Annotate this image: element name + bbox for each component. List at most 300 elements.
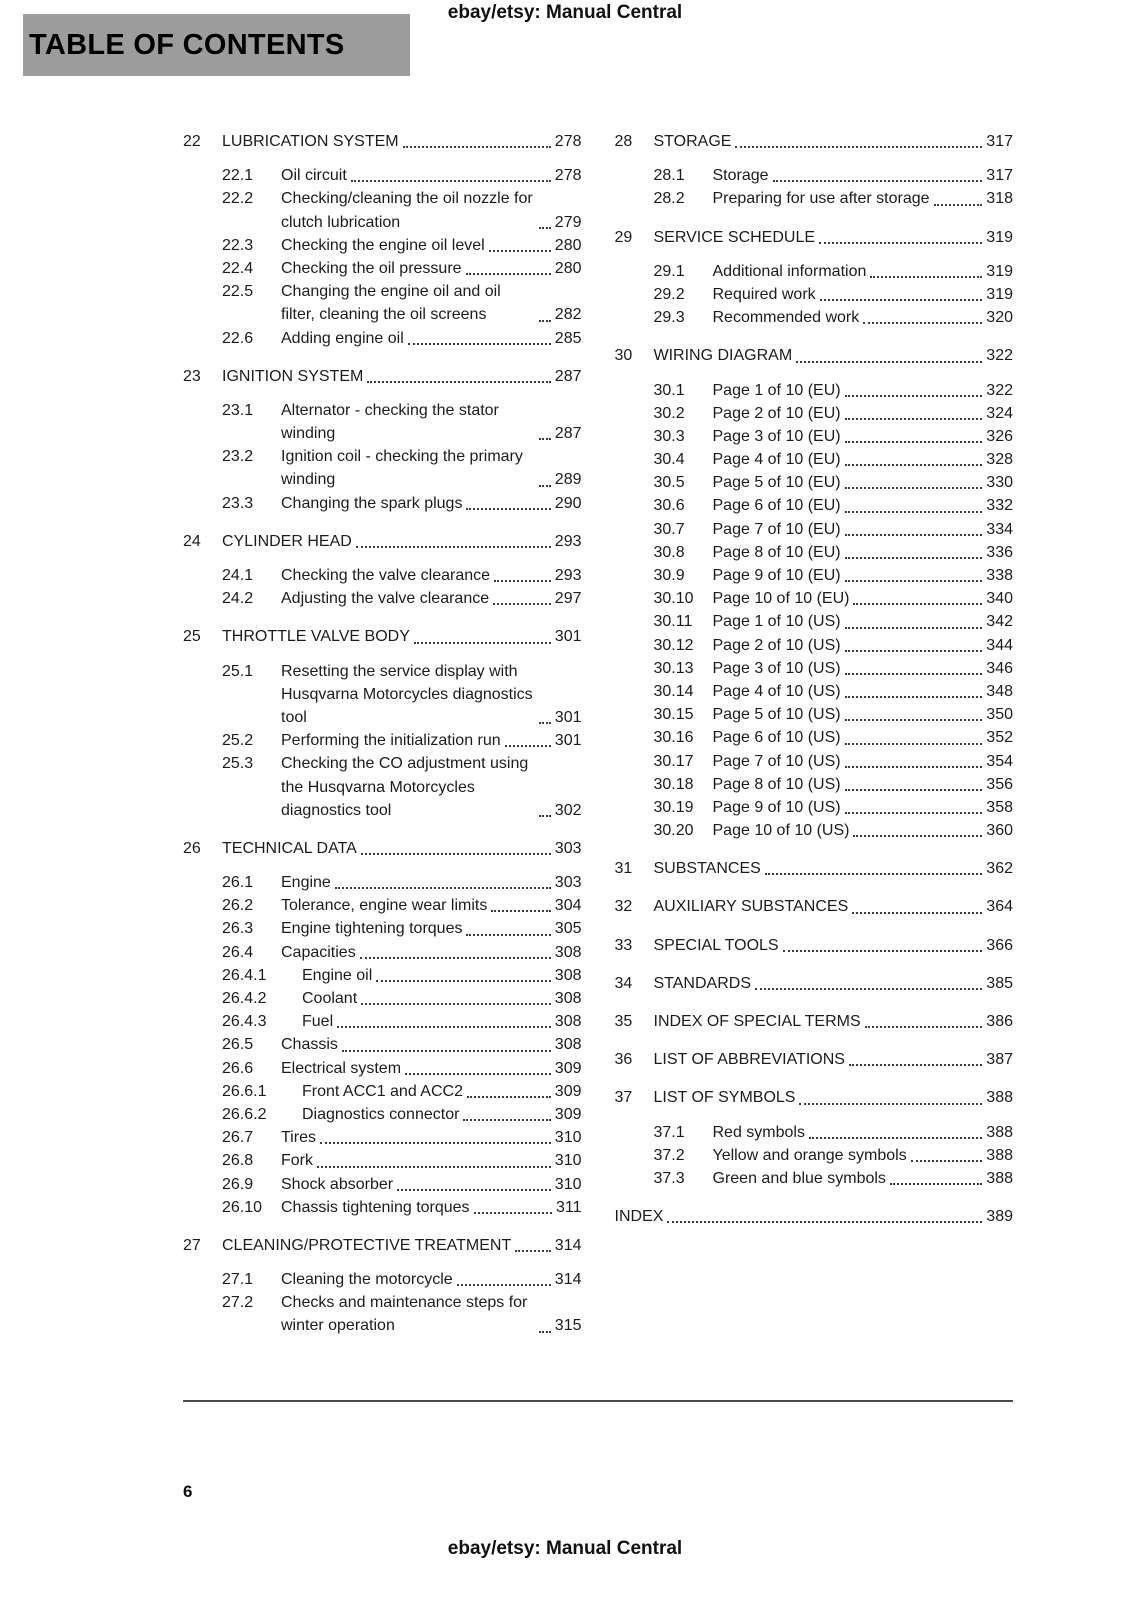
toc-entry-page: 386: [986, 1013, 1013, 1030]
toc-entry-number: 31: [614, 860, 633, 878]
toc-entry-number: 30.2: [653, 404, 685, 422]
toc-entry-title: Oil circuit: [281, 167, 347, 185]
toc-entry-page: 309: [554, 1059, 582, 1077]
toc-entry-title: Chassis tightening torques: [281, 1198, 470, 1216]
toc-entry-number: 34: [614, 974, 633, 992]
toc-sub-entry[interactable]: [183, 1291, 582, 1337]
toc-entry-number: 26.2: [222, 897, 254, 915]
toc-leader-dots: [845, 743, 983, 745]
toc-entry-title: STORAGE: [653, 133, 732, 150]
toc-sub-entry[interactable]: [183, 445, 582, 491]
toc-sub-entry[interactable]: [183, 399, 582, 445]
toc-entry-title: Recommended work: [712, 309, 860, 327]
toc-sub-entry[interactable]: [183, 1126, 582, 1149]
toc-chapter-entry[interactable]: [615, 857, 1014, 880]
toc-entry-page: 388: [986, 1169, 1013, 1187]
toc-sub-entry[interactable]: [183, 1010, 582, 1033]
toc-leader-dots: [865, 1026, 983, 1028]
toc-leader-dots: [457, 1284, 551, 1286]
toc-entry-number: 23.1: [222, 401, 254, 419]
toc-chapter-entry[interactable]: [615, 1086, 1014, 1109]
toc-chapter-entry[interactable]: [615, 1205, 1014, 1228]
toc-sub-entry[interactable]: [183, 327, 582, 350]
toc-leader-dots: [667, 1221, 982, 1223]
toc-entry-title: Checking the engine oil level: [281, 236, 485, 254]
toc-entry-number: 26.6.2: [222, 1105, 267, 1123]
toc-entry-title: Page 3 of 10 (EU): [712, 427, 841, 445]
footer-watermark: ebay/etsy: Manual Central: [447, 1538, 683, 1559]
toc-entry-number: 24: [183, 532, 201, 550]
toc-sub-entry[interactable]: [615, 541, 1014, 564]
toc-leader-dots: [845, 627, 983, 629]
toc-leader-dots: [320, 1142, 551, 1144]
toc-leader-dots: [539, 227, 551, 229]
toc-leader-dots: [845, 696, 983, 698]
toc-entry-page: 336: [986, 543, 1013, 561]
toc-entry-number: 35: [614, 1013, 633, 1030]
toc-entry-number: 24.2: [222, 590, 254, 608]
toc-sub-entry[interactable]: [615, 773, 1014, 796]
toc-leader-dots: [809, 1137, 982, 1139]
toc-leader-dots: [799, 1103, 982, 1105]
toc-entry-number: 30.19: [653, 798, 694, 816]
toc-chapter-entry[interactable]: [615, 895, 1014, 918]
toc-entry-title: Page 2 of 10 (EU): [712, 404, 841, 422]
toc-sub-entry[interactable]: [183, 752, 582, 822]
toc-entry-number: 30.14: [653, 682, 694, 700]
toc-entry-title: Resetting the service display with Husqvarna Motorcycles diagnostics tool: [281, 662, 533, 726]
page-number: 6: [183, 1482, 193, 1501]
toc-entry-number: 30.3: [653, 427, 685, 445]
toc-leader-dots: [845, 580, 983, 582]
toc-entry-page: 310: [554, 1152, 582, 1170]
toc-entry-page: 350: [986, 706, 1013, 724]
toc-leader-dots: [403, 146, 551, 148]
toc-entry-page: 279: [554, 213, 582, 231]
toc-sub-entry[interactable]: [615, 796, 1014, 819]
toc-entry-page: 282: [554, 306, 582, 324]
toc-sub-entry[interactable]: [615, 260, 1014, 283]
toc-entry-number: 30.12: [653, 636, 694, 654]
toc-entry-title: CLEANING/PROTECTIVE TREATMENT: [222, 1236, 512, 1254]
toc-entry-title: LUBRICATION SYSTEM: [222, 133, 399, 150]
toc-entry-number: 30.1: [653, 381, 685, 399]
toc-entry-title: Shock absorber: [281, 1175, 394, 1193]
toc-leader-dots: [845, 719, 983, 721]
toc-leader-dots: [505, 745, 551, 747]
toc-sub-entry[interactable]: [183, 492, 582, 515]
toc-sub-entry[interactable]: [615, 1144, 1014, 1167]
toc-entry-number: 37.2: [653, 1146, 685, 1164]
toc-entry-page: 302: [554, 801, 582, 819]
toc-entry-title: THROTTLE VALVE BODY: [222, 628, 410, 646]
toc-entry-page: 322: [986, 347, 1013, 365]
toc-entry-page: 319: [986, 285, 1013, 303]
toc-sub-entry[interactable]: [183, 187, 582, 233]
toc-entry-number: 33: [614, 936, 633, 954]
toc-leader-dots: [773, 180, 983, 182]
toc-sub-entry[interactable]: [615, 283, 1014, 306]
toc-sub-entry[interactable]: [615, 1121, 1014, 1144]
toc-entry-page: 303: [554, 839, 582, 857]
toc-leader-dots: [466, 934, 550, 936]
toc-entry-page: 346: [986, 659, 1013, 677]
toc-entry-page: 308: [554, 1036, 582, 1054]
toc-sub-entry[interactable]: [183, 1057, 582, 1080]
toc-leader-dots: [863, 322, 982, 324]
toc-sub-entry[interactable]: [615, 634, 1014, 657]
toc-sub-entry[interactable]: [615, 448, 1014, 471]
toc-leader-dots: [853, 835, 982, 837]
toc-entry-page: 348: [986, 682, 1013, 700]
toc-entry-page: 309: [554, 1105, 582, 1123]
toc-entry-title: Adding engine oil: [281, 329, 404, 347]
toc-sub-entry[interactable]: [183, 257, 582, 280]
toc-leader-dots: [819, 242, 982, 244]
toc-chapter-entry[interactable]: [183, 130, 582, 153]
toc-entry-number: 30.10: [653, 590, 694, 608]
toc-leader-dots: [820, 299, 983, 301]
toc-leader-dots: [934, 204, 983, 206]
toc-leader-dots: [845, 812, 983, 814]
toc-chapter-entry[interactable]: [615, 934, 1014, 957]
toc-leader-dots: [845, 789, 983, 791]
toc-entry-number: 29.1: [653, 262, 685, 280]
toc-entry-title: Page 10 of 10 (EU): [712, 590, 850, 608]
toc-sub-entry[interactable]: [183, 280, 582, 326]
toc-entry-number: 26.4.1: [222, 966, 267, 984]
toc-entry-title: Page 5 of 10 (US): [712, 706, 841, 724]
toc-chapter-entry[interactable]: [615, 344, 1014, 367]
toc-entry-title: INDEX: [614, 1208, 664, 1226]
toc-entry-number: 23.2: [222, 448, 254, 466]
toc-entry-page: 289: [554, 471, 582, 489]
toc-leader-dots: [360, 957, 551, 959]
toc-leader-dots: [539, 722, 551, 724]
toc-entry-number: 30: [614, 347, 633, 365]
toc-entry-title: Checking/cleaning the oil nozzle for clutch lubrication: [281, 190, 533, 231]
toc-entry-page: 314: [554, 1236, 582, 1254]
toc-sub-entry[interactable]: [183, 941, 582, 964]
toc-entry-page: 287: [554, 367, 582, 385]
toc-entry-number: 30.11: [653, 613, 693, 631]
toc-chapter-entry[interactable]: [183, 530, 582, 553]
toc-chapter-entry[interactable]: [615, 1048, 1014, 1071]
toc-entry-number: 26.8: [222, 1152, 254, 1170]
toc-entry-title: Page 9 of 10 (EU): [712, 567, 841, 584]
toc-leader-dots: [397, 1189, 551, 1191]
toc-entry-page: 308: [554, 966, 582, 984]
toc-entry-number: 22.5: [222, 283, 254, 301]
toc-entry-title: Yellow and orange symbols: [712, 1146, 907, 1164]
toc-sub-entry[interactable]: [615, 703, 1014, 726]
toc-sub-entry[interactable]: [183, 987, 582, 1010]
page-title-box: [23, 14, 410, 76]
toc-entry-number: 23: [183, 367, 201, 385]
toc-leader-dots: [845, 441, 983, 443]
toc-entry-page: 317: [986, 133, 1013, 150]
toc-entry-number: 26.7: [222, 1129, 254, 1147]
toc-leader-dots: [845, 487, 983, 489]
toc-sub-entry[interactable]: [615, 425, 1014, 448]
toc-sub-entry[interactable]: [183, 917, 582, 940]
toc-entry-page: 301: [554, 732, 582, 750]
toc-sub-entry[interactable]: [183, 1268, 582, 1291]
toc-entry-title: Page 6 of 10 (US): [712, 729, 841, 747]
toc-entry-number: 25.2: [222, 732, 254, 750]
toc-leader-dots: [539, 485, 551, 487]
toc-leader-dots: [852, 912, 982, 914]
toc-chapter-entry[interactable]: [183, 837, 582, 860]
toc-entry-title: Red symbols: [712, 1123, 805, 1141]
toc-entry-page: 310: [554, 1175, 582, 1193]
toc-sub-entry[interactable]: [615, 587, 1014, 610]
toc-entry-number: 26.5: [222, 1036, 254, 1054]
toc-entry-page: 303: [554, 874, 582, 892]
toc-entry-number: 22.2: [222, 190, 254, 208]
toc-entry-page: 278: [554, 167, 582, 185]
toc-leader-dots: [317, 1166, 551, 1168]
toc-leader-dots: [845, 650, 983, 652]
toc-entry-title: Page 10 of 10 (US): [712, 822, 850, 840]
toc-sub-entry[interactable]: [183, 234, 582, 257]
toc-sub-entry[interactable]: [615, 494, 1014, 517]
toc-leader-dots: [849, 1064, 982, 1066]
toc-entry-title: Adjusting the valve clearance: [281, 590, 490, 608]
toc-entry-title: Page 1 of 10 (US): [712, 613, 841, 631]
toc-entry-number: 27.1: [222, 1271, 254, 1289]
toc-entry-title: Required work: [712, 285, 816, 303]
toc-entry-title: Additional information: [712, 262, 867, 280]
toc-entry-number: 29: [614, 228, 633, 246]
toc-entry-number: 29.2: [653, 285, 685, 303]
toc-leader-dots: [367, 381, 550, 383]
toc-leader-dots: [493, 603, 551, 605]
toc-entry-number: 25.3: [222, 755, 254, 773]
toc-leader-dots: [845, 557, 983, 559]
toc-entry-title: Engine oil: [302, 966, 373, 984]
toc-entry-number: 26.6.1: [222, 1082, 267, 1100]
toc-leader-dots: [845, 464, 983, 466]
toc-entry-title: STANDARDS: [653, 974, 751, 992]
toc-leader-dots: [765, 873, 983, 875]
toc-chapter-entry[interactable]: [615, 226, 1014, 249]
toc-sub-entry[interactable]: [615, 564, 1014, 587]
toc-sub-entry[interactable]: [183, 1033, 582, 1056]
toc-entry-title: Coolant: [302, 990, 358, 1007]
toc-entry-number: 37.3: [653, 1169, 685, 1187]
toc-entry-page: 342: [986, 613, 1013, 631]
toc-entry-title: Cleaning the motorcycle: [281, 1271, 453, 1289]
toc-leader-dots: [845, 511, 983, 513]
toc-sub-entry[interactable]: [183, 660, 582, 730]
toc-leader-dots: [735, 146, 982, 148]
toc-leader-dots: [466, 508, 550, 510]
toc-sub-entry[interactable]: [615, 750, 1014, 773]
toc-entry-page: 344: [986, 636, 1013, 654]
toc-leader-dots: [845, 418, 983, 420]
toc-sub-entry[interactable]: [183, 1196, 582, 1219]
toc-leader-dots: [337, 1026, 551, 1028]
toc-chapter-entry[interactable]: [615, 1010, 1014, 1033]
toc-leader-dots: [467, 1096, 551, 1098]
toc-entry-number: 25: [183, 628, 201, 646]
toc-entry-title: Page 7 of 10 (US): [712, 752, 841, 770]
toc-entry-page: 278: [554, 133, 582, 150]
toc-entry-title: Page 8 of 10 (US): [712, 775, 841, 793]
toc-entry-title: Page 2 of 10 (US): [712, 636, 841, 654]
toc-entry-title: Engine: [281, 874, 331, 892]
toc-entry-page: 388: [986, 1089, 1013, 1107]
toc-entry-page: 330: [986, 474, 1013, 492]
toc-sub-entry[interactable]: [183, 1149, 582, 1172]
toc-entry-page: 280: [554, 236, 582, 254]
toc-sub-entry[interactable]: [615, 610, 1014, 633]
toc-entry-title: Tires: [281, 1129, 316, 1147]
toc-entry-title: Checks and maintenance steps for winter operation: [281, 1294, 528, 1335]
toc-entry-number: 26.9: [222, 1175, 254, 1193]
toc-entry-title: Page 4 of 10 (EU): [712, 451, 841, 469]
toc-leader-dots: [408, 343, 551, 345]
toc-entry-title: LIST OF ABBREVIATIONS: [653, 1051, 845, 1069]
toc-entry-number: 24.1: [222, 567, 254, 584]
toc-chapter-entry[interactable]: [183, 365, 582, 388]
toc-entry-title: Page 8 of 10 (EU): [712, 543, 841, 561]
toc-entry-number: 22: [183, 133, 201, 150]
toc-entry-title: SUBSTANCES: [653, 860, 761, 878]
toc-sub-entry[interactable]: [615, 726, 1014, 749]
toc-entry-title: AUXILIARY SUBSTANCES: [653, 898, 849, 916]
toc-entry-page: 324: [986, 404, 1013, 422]
toc-chapter-entry[interactable]: [183, 1234, 582, 1257]
toc-leader-dots: [491, 910, 550, 912]
toc-entry-title: Page 3 of 10 (US): [712, 659, 841, 677]
toc-entry-page: 319: [986, 228, 1013, 246]
toc-entry-number: 30.17: [653, 752, 694, 770]
toc-sub-entry[interactable]: [615, 657, 1014, 680]
toc-entry-page: 366: [986, 936, 1013, 954]
toc-entry-page: 304: [554, 897, 582, 915]
toc-sub-entry[interactable]: [183, 894, 582, 917]
toc-sub-entry[interactable]: [183, 871, 582, 894]
toc-sub-entry[interactable]: [615, 379, 1014, 402]
toc-sub-entry[interactable]: [615, 164, 1014, 187]
toc-leader-dots: [515, 1250, 551, 1252]
toc-entry-title: IGNITION SYSTEM: [222, 367, 364, 385]
toc-entry-page: 338: [986, 567, 1013, 584]
toc-leader-dots: [853, 603, 982, 605]
toc-column-left: [183, 130, 582, 1338]
toc-leader-dots: [870, 276, 982, 278]
toc-leader-dots: [796, 361, 982, 363]
page-title: TABLE OF CONTENTS: [29, 28, 345, 61]
toc-entry-number: 30.13: [653, 659, 694, 677]
toc-sub-entry[interactable]: [615, 306, 1014, 329]
toc-entry-title: INDEX OF SPECIAL TERMS: [653, 1013, 861, 1030]
toc-leader-dots: [539, 320, 551, 322]
toc-entry-number: 27.2: [222, 1294, 254, 1312]
toc-entry-number: 23.3: [222, 494, 254, 512]
table-of-contents: [183, 130, 1013, 1338]
toc-sub-entry[interactable]: [615, 187, 1014, 210]
toc-sub-entry[interactable]: [615, 819, 1014, 842]
toc-entry-number: 22.6: [222, 329, 254, 347]
toc-entry-number: 26.4.3: [222, 1013, 267, 1031]
toc-sub-entry[interactable]: [183, 564, 582, 587]
toc-sub-entry[interactable]: [183, 964, 582, 987]
toc-sub-entry[interactable]: [615, 402, 1014, 425]
toc-entry-number: 25.1: [222, 662, 254, 680]
toc-entry-page: 310: [554, 1129, 582, 1147]
toc-entry-page: 315: [554, 1317, 582, 1335]
toc-entry-page: 301: [554, 708, 582, 726]
toc-sub-entry[interactable]: [183, 1103, 582, 1126]
toc-entry-page: 287: [554, 425, 582, 443]
toc-entry-title: WIRING DIAGRAM: [653, 347, 793, 365]
toc-sub-entry[interactable]: [183, 587, 582, 610]
toc-entry-number: 28.1: [653, 167, 685, 185]
toc-leader-dots: [414, 642, 551, 644]
toc-leader-dots: [376, 980, 551, 982]
toc-entry-number: 30.7: [653, 520, 685, 538]
toc-entry-title: Page 5 of 10 (EU): [712, 474, 841, 492]
toc-chapter-entry[interactable]: [615, 130, 1014, 153]
toc-sub-entry[interactable]: [615, 471, 1014, 494]
toc-entry-title: Changing the spark plugs: [281, 494, 463, 512]
toc-entry-page: 317: [986, 167, 1013, 185]
toc-leader-dots: [361, 853, 551, 855]
toc-entry-title: Page 7 of 10 (EU): [712, 520, 841, 538]
toc-entry-number: 29.3: [653, 309, 685, 327]
toc-entry-page: 305: [554, 920, 582, 938]
toc-entry-page: 332: [986, 497, 1013, 515]
toc-entry-title: Checking the valve clearance: [281, 567, 491, 584]
toc-sub-entry[interactable]: [615, 680, 1014, 703]
toc-leader-dots: [845, 766, 983, 768]
toc-entry-page: 293: [554, 532, 582, 550]
toc-entry-title: Capacities: [281, 943, 356, 961]
toc-leader-dots: [356, 546, 551, 548]
toc-leader-dots: [489, 250, 551, 252]
toc-sub-entry[interactable]: [183, 729, 582, 752]
toc-entry-title: Ignition coil - checking the primary winding: [281, 448, 523, 489]
toc-chapter-entry[interactable]: [615, 972, 1014, 995]
toc-entry-title: Changing the engine oil and oil filter, cleaning the oil screens: [281, 283, 501, 324]
toc-sub-entry[interactable]: [183, 1173, 582, 1196]
toc-sub-entry[interactable]: [615, 518, 1014, 541]
toc-entry-page: 311: [555, 1198, 582, 1216]
toc-entry-title: Electrical system: [281, 1059, 402, 1077]
toc-sub-entry[interactable]: [615, 1167, 1014, 1190]
toc-leader-dots: [755, 988, 982, 990]
toc-entry-page: 319: [986, 262, 1013, 280]
toc-entry-title: SERVICE SCHEDULE: [653, 228, 816, 246]
toc-entry-page: 318: [986, 190, 1013, 208]
toc-entry-title: Page 9 of 10 (US): [712, 798, 841, 816]
toc-leader-dots: [539, 1331, 551, 1333]
toc-sub-entry[interactable]: [183, 164, 582, 187]
toc-entry-page: 293: [554, 567, 582, 584]
toc-leader-dots: [361, 1003, 551, 1005]
toc-entry-title: Page 6 of 10 (EU): [712, 497, 841, 515]
toc-entry-number: 26.4: [222, 943, 254, 961]
toc-chapter-entry[interactable]: [183, 625, 582, 648]
toc-sub-entry[interactable]: [183, 1080, 582, 1103]
toc-entry-number: 26.10: [222, 1198, 263, 1216]
toc-entry-number: 28: [614, 133, 633, 150]
toc-entry-number: 30.18: [653, 775, 694, 793]
toc-entry-title: CYLINDER HEAD: [222, 532, 352, 550]
